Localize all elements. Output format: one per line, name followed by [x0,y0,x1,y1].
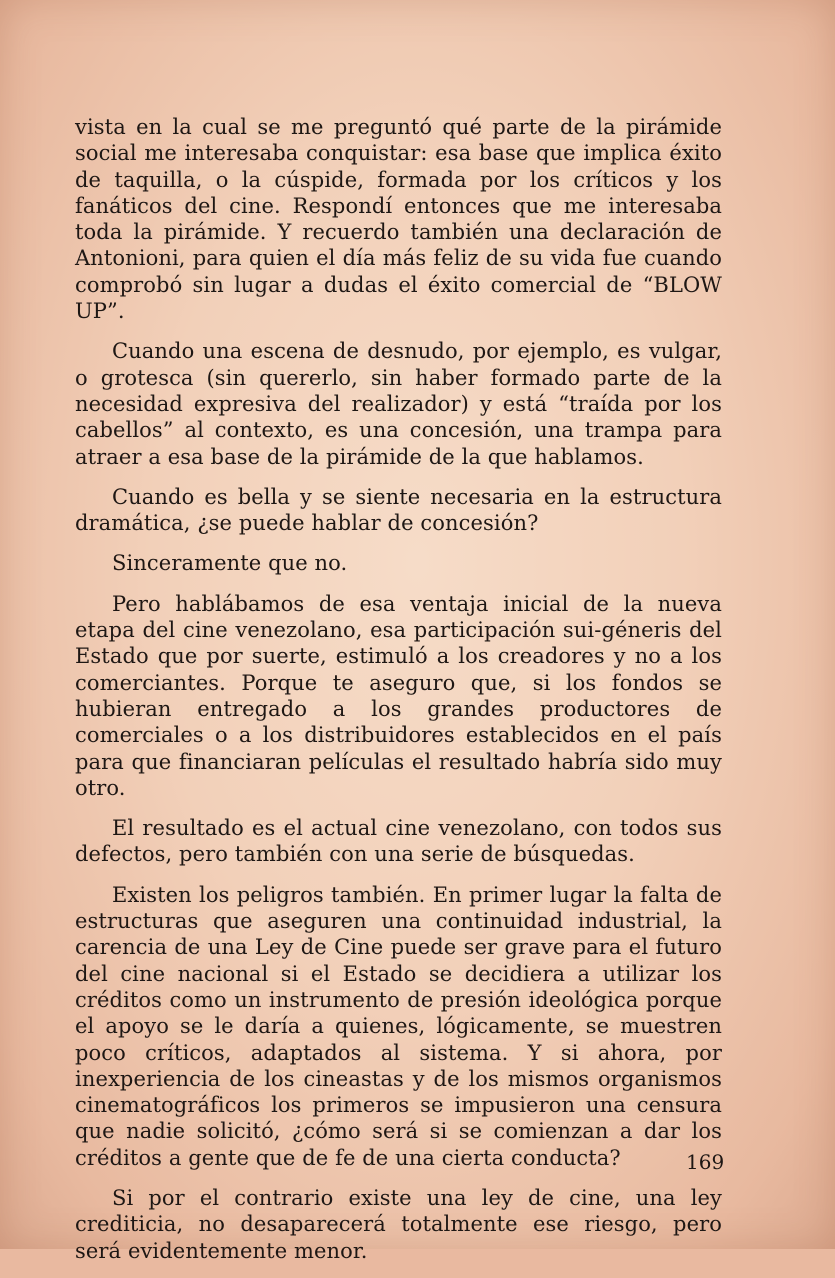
paragraph-8: Si por el contrario existe una ley de cine, una ley crediticia, no desaparecerá totalmente ese riesgo, pero será evidentemente menor. [75,1185,722,1263]
paragraph-3: Cuando es bella y se siente necesaria en la estructura dramática, ¿se puede hablar de concesión? [75,484,722,536]
paragraph-7: Existen los peligros también. En primer lugar la falta de estructuras que aseguren una continuidad industrial, la carencia de una Ley de Cine puede ser grave para el futuro del cine nacional si el Estado se decidiera a utilizar los créditos como un instrumento de presión ideológica porque el apoyo se le daría a quienes, lógicamente, se muestren poco críticos, adaptados al sistema. Y si ahora, por inexperiencia de los cineastas y de los mismos organismos cinematográficos los primeros se impusieron una censura que nadie solicitó, ¿cómo será si se comienzan a dar los créditos a gente que de fe de una cierta conducta? [75,882,722,1170]
paragraph-1: vista en la cual se me preguntó qué parte de la pirámide social me interesaba conquistar: esa base que implica éxito de taquilla, o la cúspide, formada por los críticos y los fanáticos del cine. Respondí entonces que me interesaba toda la pirámide. Y recuerdo también una declaración de Antonioni, para quien el día más feliz de su vida fue cuando comprobó sin lugar a dudas el éxito comercial de “BLOW UP”. [75,115,722,324]
paragraph-4: Sinceramente que no. [112,551,348,576]
paragraph-2: Cuando una escena de desnudo, por ejemplo, es vulgar, o grotesca (sin quererlo, sin haber formado parte de la necesidad expresiva del realizador) y está “traída por los cabellos” al contexto, es una concesión, una trampa para atraer a esa base de la pirámide de la que hablamos. [75,339,722,469]
page-number: 169 [686,1150,725,1174]
body-text [75,114,725,1278]
paragraph-6: El resultado es el actual cine venezolano, con todos sus defectos, pero también con una serie de búsquedas. [75,816,722,867]
paragraph-5: Pero hablábamos de esa ventaja inicial de la nueva etapa del cine venezolano, esa participación sui-géneris del Estado que por suerte, estimuló a los creadores y no a los comerciantes. Porque te aseguro que, si los fondos se hubieran entregado a los grandes productores de comerciales o a los distribuidores establecidos en el país para que financiaran películas el resultado habría sido muy otro. [75,591,722,800]
